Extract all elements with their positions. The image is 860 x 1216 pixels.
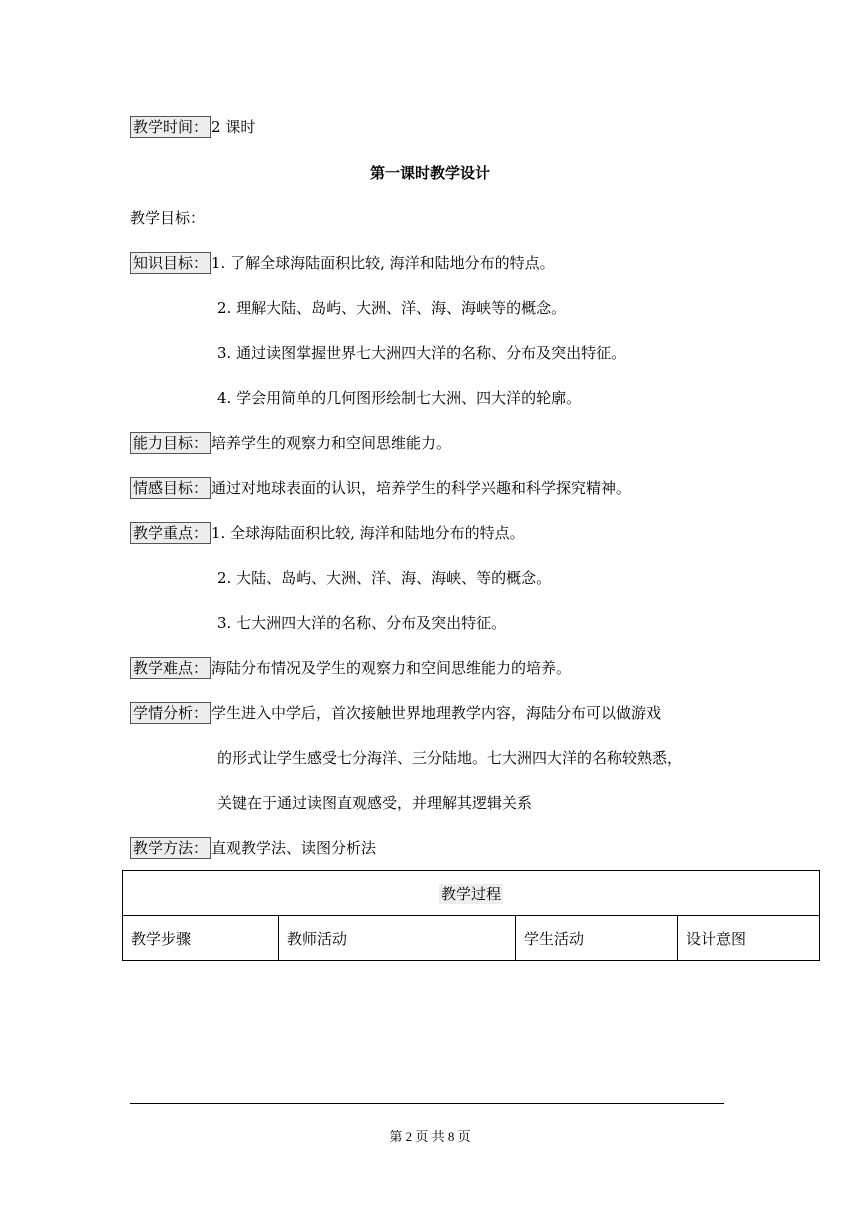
analysis-line: 学生进入中学后，首次接触世界地理教学内容，海陆分布可以做游戏	[211, 704, 662, 722]
objectives-heading: 教学目标：	[130, 209, 206, 227]
analysis-label: 学情分析：	[130, 702, 211, 724]
method-value: 直观教学法、读图分析法	[211, 839, 377, 857]
column-header: 教师活动	[279, 916, 516, 961]
knowledge-item: 4. 学会用简单的几何图形绘制七大洲、四大洋的轮廓。	[217, 389, 582, 407]
knowledge-objective-row	[130, 252, 555, 274]
ability-objective-value: 培养学生的观察力和空间思维能力。	[211, 434, 452, 452]
emotion-objective-label: 情感目标：	[130, 477, 211, 499]
teaching-time-row	[130, 116, 255, 138]
difficulty-row	[130, 657, 571, 679]
key-point-item: 2. 大陆、岛屿、大洲、洋、海、海峡、等的概念。	[217, 569, 552, 587]
emotion-objective-value: 通过对地球表面的认识，培养学生的科学兴趣和科学探究精神。	[211, 479, 632, 497]
analysis-row	[130, 702, 661, 724]
analysis-line: 关键在于通过读图直观感受，并理解其逻辑关系	[217, 794, 533, 812]
ability-objective-row	[130, 432, 451, 454]
page-number: 第 2 页 共 8 页	[389, 1129, 471, 1144]
knowledge-objective-label: 知识目标：	[130, 252, 211, 274]
knowledge-item: 3. 通过读图掌握世界七大洲四大洋的名称、分布及突出特征。	[217, 344, 627, 362]
key-points-row	[130, 522, 525, 544]
emotion-objective-row	[130, 477, 631, 499]
difficulty-value: 海陆分布情况及学生的观察力和空间思维能力的培养。	[211, 659, 572, 677]
table-row	[123, 871, 820, 916]
column-header: 教学步骤	[123, 916, 279, 961]
key-points-label: 教学重点：	[130, 522, 211, 544]
process-table-header-label: 教学过程	[440, 884, 501, 903]
column-header: 学生活动	[516, 916, 678, 961]
method-row	[130, 837, 376, 859]
column-header: 设计意图	[678, 916, 820, 961]
table-row	[123, 916, 820, 961]
page-title: 第一课时教学设计	[369, 164, 490, 182]
key-point-item: 1. 全球海陆面积比较, 海洋和陆地分布的特点。	[211, 524, 525, 542]
teaching-time-label: 教学时间：	[130, 116, 211, 138]
knowledge-item: 2. 理解大陆、岛屿、大洲、洋、海、海峡等的概念。	[217, 299, 567, 317]
teaching-time-value: 2 课时	[211, 118, 256, 136]
ability-objective-label: 能力目标：	[130, 432, 211, 454]
analysis-line: 的形式让学生感受七分海洋、三分陆地。七大洲四大洋的名称较熟悉，	[217, 749, 683, 767]
key-point-item: 3. 七大洲四大洋的名称、分布及突出特征。	[217, 614, 507, 632]
method-label: 教学方法：	[130, 837, 211, 859]
process-table-header	[123, 871, 820, 916]
knowledge-item: 1. 了解全球海陆面积比较, 海洋和陆地分布的特点。	[211, 254, 555, 272]
process-table	[122, 870, 820, 961]
footer-divider	[130, 1103, 724, 1104]
difficulty-label: 教学难点：	[130, 657, 211, 679]
